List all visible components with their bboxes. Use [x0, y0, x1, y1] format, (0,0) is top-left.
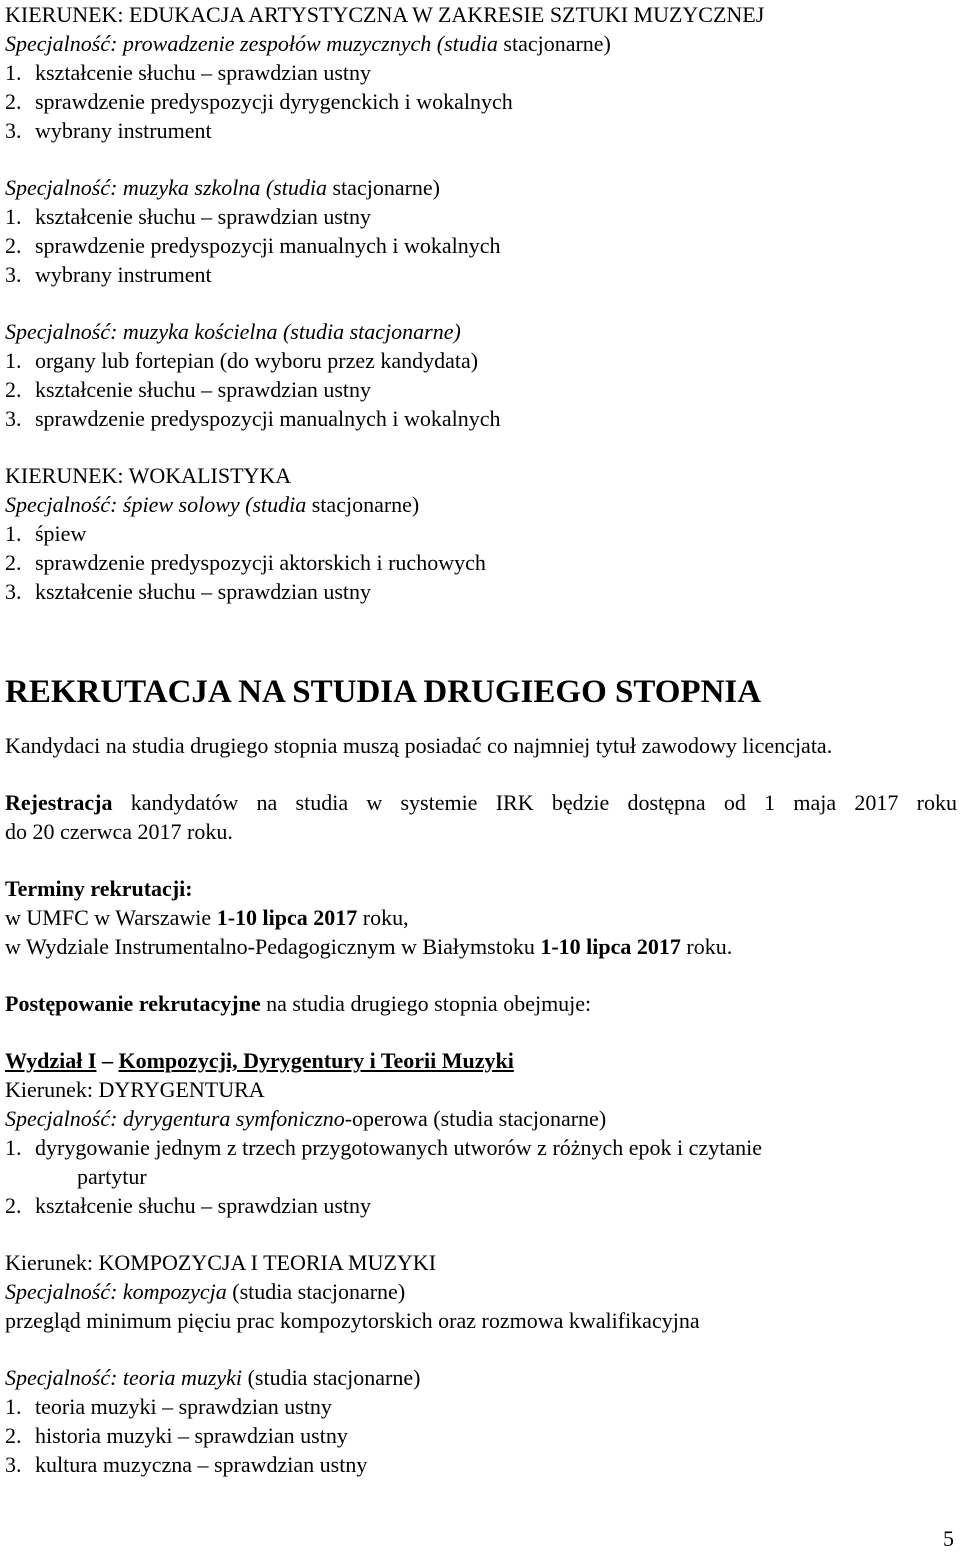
item-number: 2. [5, 89, 22, 114]
spec-kompozycja [5, 1277, 957, 1306]
registration-line-2: do 20 czerwca 2017 roku. [5, 819, 233, 844]
procedure-bold: Postępowanie rekrutacyjne [5, 991, 261, 1016]
list-item [5, 87, 957, 116]
faculty-name: Wydział I [5, 1048, 97, 1073]
item-number: 3. [5, 406, 22, 431]
kierunek-kompozycja: Kierunek: KOMPOZYCJA I TEORIA MUZYKI [5, 1250, 437, 1275]
spec-label: Specjalność: prowadzenie zespołów muzycznych (studia [5, 31, 498, 56]
spec-kompozycja-text: przegląd minimum pięciu prac kompozytorskich oraz rozmowa kwalifikacyjna [5, 1308, 700, 1333]
spec-label: Specjalność: kompozycja [5, 1279, 227, 1304]
spec-dyrygentura [5, 1104, 957, 1133]
terms-title: Terminy rekrutacji: [5, 876, 193, 901]
list-item [5, 260, 957, 289]
spec-prowadzenie [5, 29, 957, 58]
spec-muzyka-szkolna [5, 173, 957, 202]
terms-text: w UMFC w Warszawie [5, 905, 217, 930]
item-text: sprawdzenie predyspozycji manualnych i wokalnych [35, 406, 501, 431]
spec-suffix: (studia stacjonarne) [226, 1279, 406, 1304]
item-text: organy lub fortepian (do wyboru przez kandydata) [35, 348, 479, 373]
spec-label: Specjalność: dyrygentura symfoniczno [5, 1106, 345, 1131]
list-item [5, 548, 957, 577]
page-number: 5 [943, 1526, 954, 1551]
terms-line-2 [5, 932, 957, 961]
spec-teoria-muzyki [5, 1363, 957, 1392]
item-number: 1. [5, 348, 22, 373]
spec-suffix: stacjonarne) [497, 31, 611, 56]
item-text: kształcenie słuchu – sprawdzian ustny [35, 377, 372, 402]
list-item [5, 1421, 957, 1450]
item-number: 3. [5, 118, 22, 143]
spec-spiew-solowy [5, 490, 957, 519]
item-number: 1. [5, 521, 22, 546]
item-text: kształcenie słuchu – sprawdzian ustny [35, 1193, 372, 1218]
item-text: sprawdzenie predyspozycji manualnych i wokalnych [35, 233, 501, 258]
procedure-line [5, 989, 957, 1018]
item-number: 1. [5, 1394, 22, 1419]
item-text: sprawdzenie predyspozycji aktorskich i ruchowych [35, 550, 486, 575]
item-number: 1. [5, 1135, 22, 1160]
item-number: 2. [5, 1423, 22, 1448]
spec-muzyka-koscielna: Specjalność: muzyka kościelna (studia stacjonarne) [5, 319, 461, 344]
item-text: sprawdzenie predyspozycji dyrygenckich i wokalnych [35, 89, 513, 114]
spec-suffix: stacjonarne) [306, 492, 420, 517]
item-number: 2. [5, 377, 22, 402]
item-number: 3. [5, 262, 22, 287]
list-item [5, 58, 957, 87]
terms-date: 1-10 lipca 2017 [216, 905, 358, 930]
list-item [5, 519, 957, 548]
terms-line-1 [5, 903, 957, 932]
item-text: wybrany instrument [35, 262, 212, 287]
terms-text: w Wydziale Instrumentalno-Pedagogicznym w Białymstoku [5, 934, 541, 959]
spec-label: Specjalność: teoria muzyki [5, 1365, 243, 1390]
item-text: dyrygowanie jednym z trzech przygotowanych utworów z różnych epok i czytanie [35, 1135, 762, 1160]
spec-suffix: stacjonarne) [327, 175, 440, 200]
item-text: wybrany instrument [35, 118, 212, 143]
item-number: 2. [5, 550, 22, 575]
item-number: 2. [5, 1193, 22, 1218]
spec-suffix: (studia stacjonarne) [242, 1365, 421, 1390]
item-number: 3. [5, 1452, 22, 1477]
list-item [5, 577, 957, 606]
section-title: REKRUTACJA NA STUDIA DRUGIEGO STOPNIA [5, 674, 762, 710]
item-text: historia muzyki – sprawdzian ustny [35, 1423, 348, 1448]
item-number: 1. [5, 204, 22, 229]
list-item [5, 1191, 957, 1220]
faculty-sep: – [96, 1048, 119, 1073]
item-text: śpiew [35, 521, 87, 546]
terms-date: 1-10 lipca 2017 [540, 934, 681, 959]
list-item [5, 375, 957, 404]
item-number: 2. [5, 233, 22, 258]
registration-line-1 [5, 788, 957, 817]
list-item [5, 116, 957, 145]
list-item [5, 231, 957, 260]
kierunek-dyrygentura: Kierunek: DYRYGENTURA [5, 1077, 265, 1102]
spec-suffix: -operowa (studia stacjonarne) [344, 1106, 607, 1131]
item-text: kształcenie słuchu – sprawdzian ustny [35, 60, 372, 85]
list-item [5, 1392, 957, 1421]
item-number: 1. [5, 60, 22, 85]
item-text: kształcenie słuchu – sprawdzian ustny [35, 579, 372, 604]
procedure-text: na studia drugiego stopnia obejmuje: [260, 991, 592, 1016]
document-page [5, 0, 957, 1479]
heading-wokalistyka: KIERUNEK: WOKALISTYKA [5, 463, 292, 488]
list-item [5, 1450, 957, 1479]
faculty-title [5, 1046, 957, 1075]
list-item [5, 346, 957, 375]
list-item-continuation: partytur [77, 1164, 147, 1189]
terms-text: roku, [357, 905, 409, 930]
item-number: 3. [5, 579, 22, 604]
list-item [5, 1133, 957, 1162]
registration-text: kandydatów na studia w systemie IRK będzie dostępna od 1 maja 2017 roku [112, 790, 957, 815]
registration-bold: Rejestracja [5, 790, 113, 815]
spec-label: Specjalność: śpiew solowy (studia [5, 492, 307, 517]
item-text: teoria muzyki – sprawdzian ustny [35, 1394, 332, 1419]
heading-edukacja: KIERUNEK: EDUKACJA ARTYSTYCZNA W ZAKRESIE SZTUKI MUZYCZNEJ [5, 2, 765, 27]
list-item [5, 404, 957, 433]
spec-label: Specjalność: muzyka szkolna (studia [5, 175, 327, 200]
item-text: kultura muzyczna – sprawdzian ustny [35, 1452, 368, 1477]
intro-paragraph: Kandydaci na studia drugiego stopnia muszą posiadać co najmniej tytuł zawodowy licencjata. [5, 733, 833, 758]
list-item [5, 202, 957, 231]
faculty-subtitle: Kompozycji, Dyrygentury i Teorii Muzyki [118, 1048, 514, 1073]
terms-text: roku. [680, 934, 733, 959]
item-text: kształcenie słuchu – sprawdzian ustny [35, 204, 372, 229]
